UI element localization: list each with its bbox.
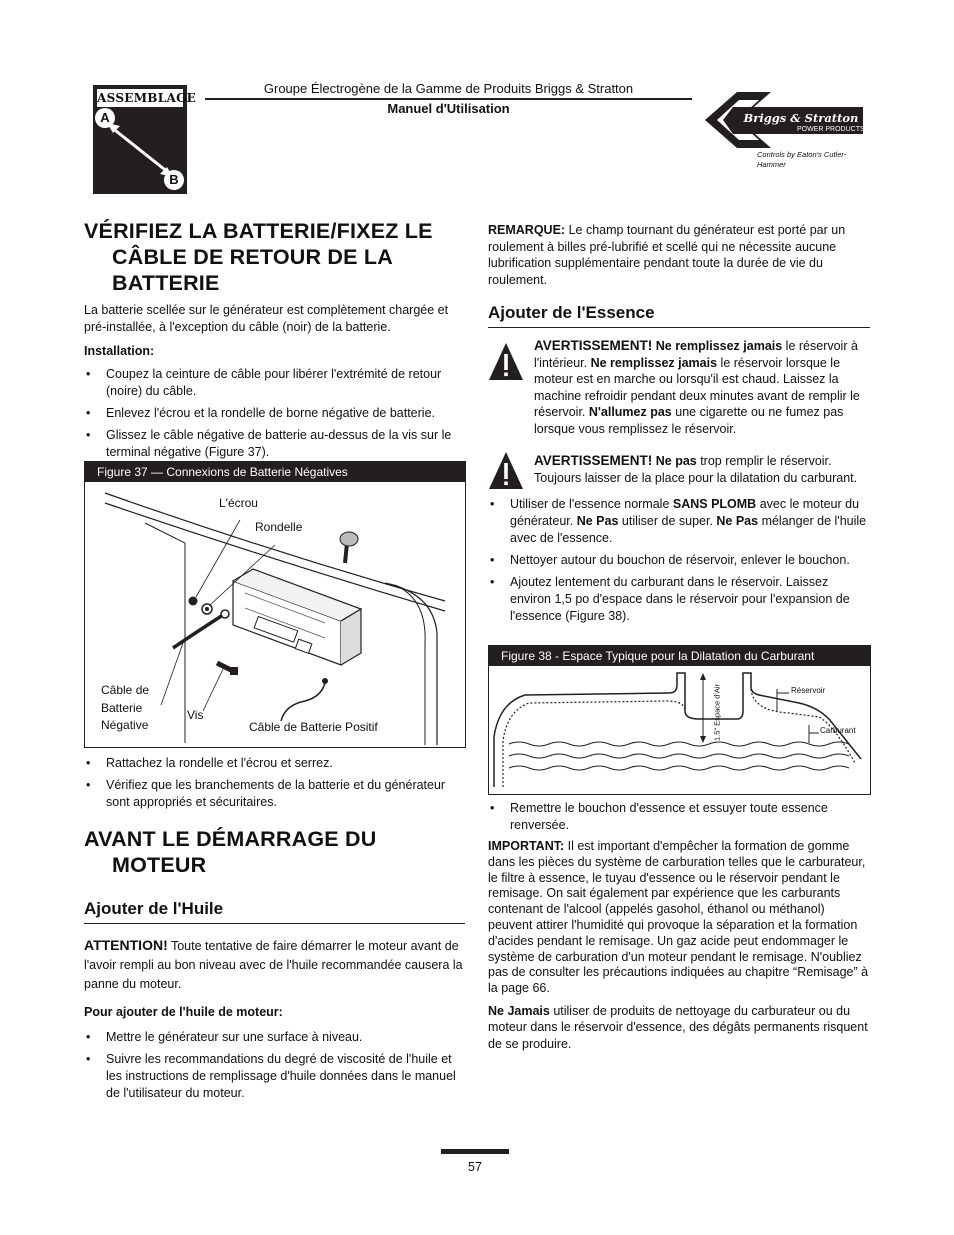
start-title: AVANT LE DÉMARRAGE DU MOTEUR — [84, 827, 377, 877]
left-column-lower — [84, 755, 465, 1107]
badge-label: ASSEMBLAGE — [97, 91, 197, 105]
header-subtitle: Manuel d'Utilisation — [387, 101, 510, 116]
figure-38-caption: Figure 38 - Espace Typique pour la Dilatation du Carburant — [489, 646, 870, 666]
right-column-lower — [488, 800, 870, 1052]
never-label: Ne Jamais — [488, 1003, 550, 1018]
label-espace-air: 1.5" Espace d'Air — [712, 683, 722, 742]
warning-1-text-b: le réservoir à l'intérieur. — [534, 339, 858, 370]
badge-circle-a: A — [95, 108, 115, 128]
warning-2 — [488, 453, 870, 486]
logo-controls: Controls by Eaton's Cutler-Hammer — [757, 150, 847, 169]
list-item: • Enlevez l'écrou et la rondelle de borne négative de batterie. — [84, 405, 465, 422]
remark-label: REMARQUE: — [488, 223, 566, 237]
label-ecrou: L'écrou — [219, 496, 258, 510]
attention-text: Toute tentative de faire démarrer le moteur avant de l'avoir rempli au bon niveau avec de l'huile recommandée causera la panne du moteur. — [84, 939, 463, 991]
label-cable-negatif: Câble de Batterie Négative — [101, 683, 150, 732]
oil-attention — [84, 936, 465, 994]
warning-1-text — [534, 338, 870, 437]
fuel-steps — [488, 496, 870, 625]
label-reservoir: Réservoir — [791, 686, 826, 695]
important-text: Il est important d'empêcher la formation de gomme dans les pièces du système de carburation telles que le carburateur, le filtre à essence, le tuyau d'essence ou le réservoir pendant le remisage. On sait également par expérience que les carburants contenant de l'alcool (appelés gasohol, éthanol ou méthanol) peuvent attirer l'humidité qui provoque la séparation et la formation d'acides pendant le remisage. Un gaz acide peut endommager le système de carburation d'un moteur pendant le remisage. N'oubliez pas de consulter les précautions indiquées au chapitre “Remisage” à la page 66. — [488, 839, 869, 996]
install-steps — [84, 366, 465, 461]
warning-1-emph-a: Ne remplissez jamais — [652, 339, 783, 353]
remark — [488, 222, 870, 288]
list-item: • Glissez le câble négative de batterie au-dessus de la vis sur le terminal négative (Figure 37). — [84, 427, 465, 461]
warning-1 — [488, 338, 870, 437]
figure-38 — [488, 645, 871, 795]
attention-label: ATTENTION! — [84, 937, 168, 953]
warning-1-text-d: le réservoir lorsque le moteur est en marche ou lorsqu'il est chaud. Laissez la machine refroidir pendant deux minutes avant de remplir le réservoir. — [534, 355, 860, 419]
page-number: 57 — [468, 1160, 482, 1174]
never-text: utiliser de produits de nettoyage du carburateur ou du moteur dans le réservoir d'essence, des dégâts permanents risquent de se produire. — [488, 1003, 868, 1051]
oil-steps — [84, 1029, 465, 1102]
warning-triangle-icon — [488, 342, 524, 382]
after-steps — [84, 755, 465, 811]
logo-power: POWER PRODUCTS — [797, 126, 865, 133]
warning-1-emph-e: N'allumez pas — [588, 405, 672, 419]
important-note — [488, 839, 870, 997]
list-item: • Remettre le bouchon d'essence et essuyer toute essence renversée. — [488, 800, 870, 834]
remark-text: Le champ tournant du générateur est porté par un roulement à billes pré-lubrifié et scellé qui ne nécessite aucune lubrification supplémentaire pendant toute la durée de vie du roulement. — [488, 223, 846, 287]
warning-2-label: AVERTISSEMENT! — [534, 453, 653, 468]
badge-circle-b: B — [164, 170, 184, 190]
warning-2-text-b: trop remplir le réservoir. Toujours laisser de la place pour la dilatation du carburant. — [534, 454, 858, 485]
fuel-title: Ajouter de l'Essence — [488, 302, 870, 328]
list-item: • Mettre le générateur sur une surface à niveau. — [84, 1029, 465, 1046]
warning-1-label: AVERTISSEMENT! — [534, 338, 653, 353]
list-item: • Rattachez la rondelle et l'écrou et serrez. — [84, 755, 465, 772]
warning-1-emph-c: Ne remplissez jamais — [590, 355, 718, 370]
oil-title: Ajouter de l'Huile — [84, 898, 465, 924]
list-item: • Ajoutez lentement du carburant dans le réservoir. Laissez environ 1,5 po d'espace dans le réservoir pour l'expansion de l'essence (Figure 38). — [488, 574, 870, 625]
warning-2-emph-a: Ne pas — [652, 454, 697, 468]
important-label: IMPORTANT: — [488, 839, 565, 853]
warning-triangle-icon — [488, 451, 524, 491]
fuel-step-final — [488, 800, 870, 834]
installation-label: Installation: — [84, 344, 155, 358]
footer-bar — [441, 1149, 509, 1154]
battery-intro: La batterie scellée sur le générateur est complètement chargée et pré-installée, à l'exception du câble (noir) de la batterie. — [84, 303, 449, 334]
list-item: • Nettoyer autour du bouchon de réservoir, enlever le bouchon. — [488, 552, 870, 569]
label-carburant: Carburant — [820, 726, 856, 735]
battery-title: VÉRIFIEZ LA BATTERIE/FIXEZ LE CÂBLE DE RETOUR DE LA BATTERIE — [84, 219, 433, 295]
never-note — [488, 1003, 870, 1053]
header-title: Groupe Électrogène de la Gamme de Produits Briggs & Stratton — [263, 81, 634, 96]
label-rondelle: Rondelle — [255, 520, 303, 534]
figure-37 — [84, 461, 466, 748]
list-item: • Coupez la ceinture de câble pour libérer l'extrémité de retour (noire) du câble. — [84, 366, 465, 400]
list-item: • Vérifiez que les branchements de la batterie et du générateur sont appropriés et sécuritaires. — [84, 777, 465, 811]
list-item: • Utiliser de l'essence normale SANS PLOMB avec le moteur du générateur. Ne Pas utiliser de super. Ne Pas mélanger de l'huile avec de l'essence. — [488, 496, 870, 547]
oil-steps-label: Pour ajouter de l'huile de moteur: — [84, 1005, 283, 1019]
figure-37-caption: Figure 37 — Connexions de Batterie Négatives — [85, 462, 465, 482]
label-vis: Vis — [187, 708, 204, 722]
logo-name: Briggs & Stratton — [743, 111, 859, 125]
right-column — [488, 222, 870, 630]
warning-2-text — [534, 453, 870, 486]
label-cable-positif: Câble de Batterie Positif — [249, 720, 378, 734]
brand-logo — [703, 90, 873, 169]
list-item: • Suivre les recommandations du degré de viscosité de l'huile et les instructions de remplissage d'huile données dans le manuel de l'utilisateur du moteur. — [84, 1051, 465, 1102]
left-column — [84, 218, 465, 466]
section-badge — [93, 85, 197, 194]
warning-1-text-f: une cigarette ou ne fumez pas lorsque vous remplissez le réservoir. — [534, 405, 844, 436]
